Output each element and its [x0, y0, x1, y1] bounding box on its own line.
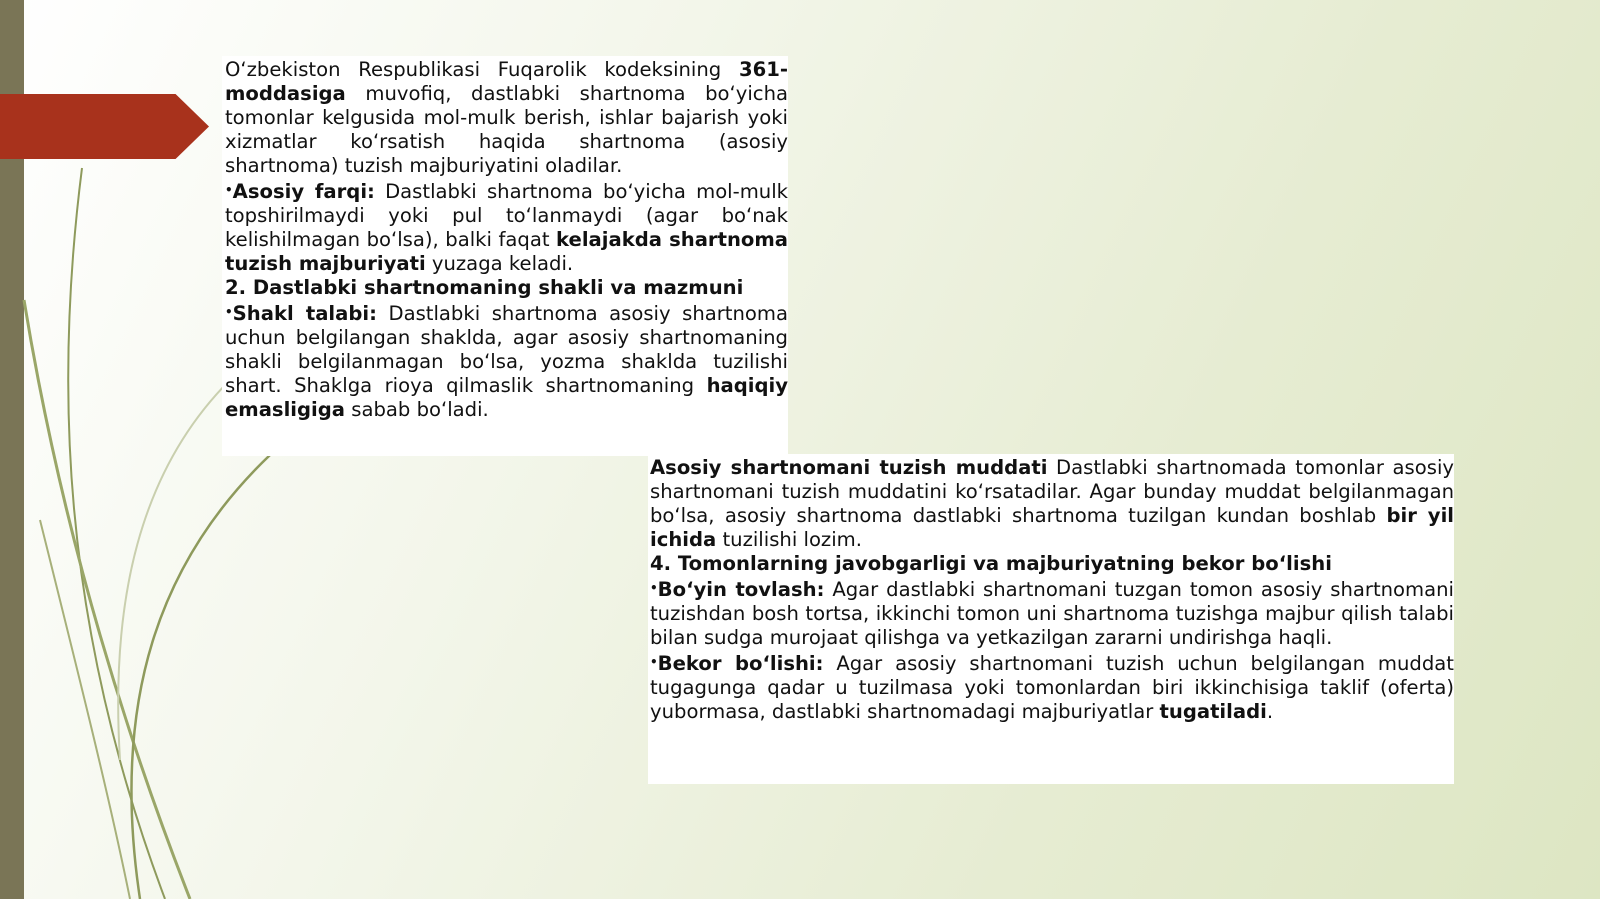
text-run: tuzilishi lozim.: [716, 528, 862, 551]
red-arrow-shape: [0, 94, 209, 159]
bullet: •: [650, 655, 658, 669]
bold-run: Shakl talabi:: [232, 302, 377, 325]
text-run: muvofiq, dastlabki shartnoma bo‘yicha tomonlar kelgusida mol-mulk berish, ishlar bajarish yoki xizmatlar ko‘rsatish haqida shartnoma (asosiy shartnoma) tuzish majburiyatini oladilar.: [225, 82, 788, 177]
paragraph-evasion: [650, 576, 1454, 650]
text-run: O‘zbekiston Respublikasi Fuqarolik kodeksining: [225, 58, 739, 81]
paragraph-termination: [650, 650, 1454, 724]
text-run: Agar dastlabki shartnomani tuzgan tomon asosiy shartnomani tuzishdan bosh tortsa, ikkinchi tomon uni shartnoma tuzishga majbur qilish talabi bilan sudga murojaat qilishga va yetkazilgan zararni undirishga haqli.: [650, 578, 1454, 649]
section-heading-4: [650, 552, 1454, 576]
bold-run: kelajakda shartnoma tuzish majburiyati: [225, 228, 788, 275]
bold-run: bir yil ichida: [650, 504, 1454, 551]
bold-run: Bekor bo‘lishi:: [657, 652, 824, 675]
text-box-bottom: [648, 454, 1454, 784]
curve-3: [131, 455, 270, 899]
bold-run: Asosiy farqi:: [232, 180, 375, 203]
curve-4: [118, 380, 230, 760]
bold-run: Bo‘yin tovlash:: [657, 578, 825, 601]
paragraph-intro: [225, 58, 788, 178]
bullet: •: [225, 183, 233, 197]
paragraph-form-requirement: [225, 300, 788, 422]
text-box-top: [222, 56, 788, 456]
text-run: .: [1266, 700, 1274, 723]
bold-run: Asosiy shartnomani tuzish muddati: [650, 456, 1048, 479]
heading-text: 2. Dastlabki shartnomaning shakli va mazmuni: [225, 276, 744, 299]
section-heading-2: [225, 276, 788, 300]
text-run: Agar asosiy shartnomani tuzish uchun belgilangan muddat tugagunga qadar u tuzilmasa yoki tomonlardan biri ikkinchisiga taklif (oferta) yubormasa, dastlabki shartnomadagi majburiyatlar: [650, 652, 1454, 723]
paragraph-main-difference: [225, 178, 788, 276]
curve-2: [24, 300, 190, 899]
heading-text: 4. Tomonlarning javobgarligi va majburiyatning bekor bo‘lishi: [650, 552, 1332, 575]
text-run: yuzaga keladi.: [425, 252, 574, 275]
text-run: Dastlabki shartnoma bo‘yicha mol-mulk topshirilmaydi yoki pul to‘lanmaydi (agar bo‘nak kelishilmagan bo‘lsa), balki faqat: [225, 180, 788, 251]
bullet: •: [650, 581, 658, 595]
paragraph-deadline: [650, 456, 1454, 552]
bold-run: haqiqiy emasligiga: [225, 374, 788, 421]
text-run: sabab bo‘ladi.: [345, 398, 489, 421]
bold-run: tugatiladi: [1159, 700, 1267, 723]
text-run: Dastlabki shartnomada tomonlar asosiy shartnomani tuzish muddatini ko‘rsatadilar. Agar bunday muddat belgilanmagan bo‘lsa, asosiy shartnoma dastlabki shartnoma tuzilgan kundan boshlab: [650, 456, 1454, 527]
bullet: •: [225, 305, 233, 319]
text-run: Dastlabki shartnoma asosiy shartnoma uchun belgilangan shaklda, agar asosiy shartnomaning shakli belgilanmagan bo‘lsa, yozma shaklda tuzilishi shart. Shaklga rioya qilmaslik shartnomaning: [225, 302, 788, 397]
bold-run: 361-moddasiga: [225, 58, 788, 105]
